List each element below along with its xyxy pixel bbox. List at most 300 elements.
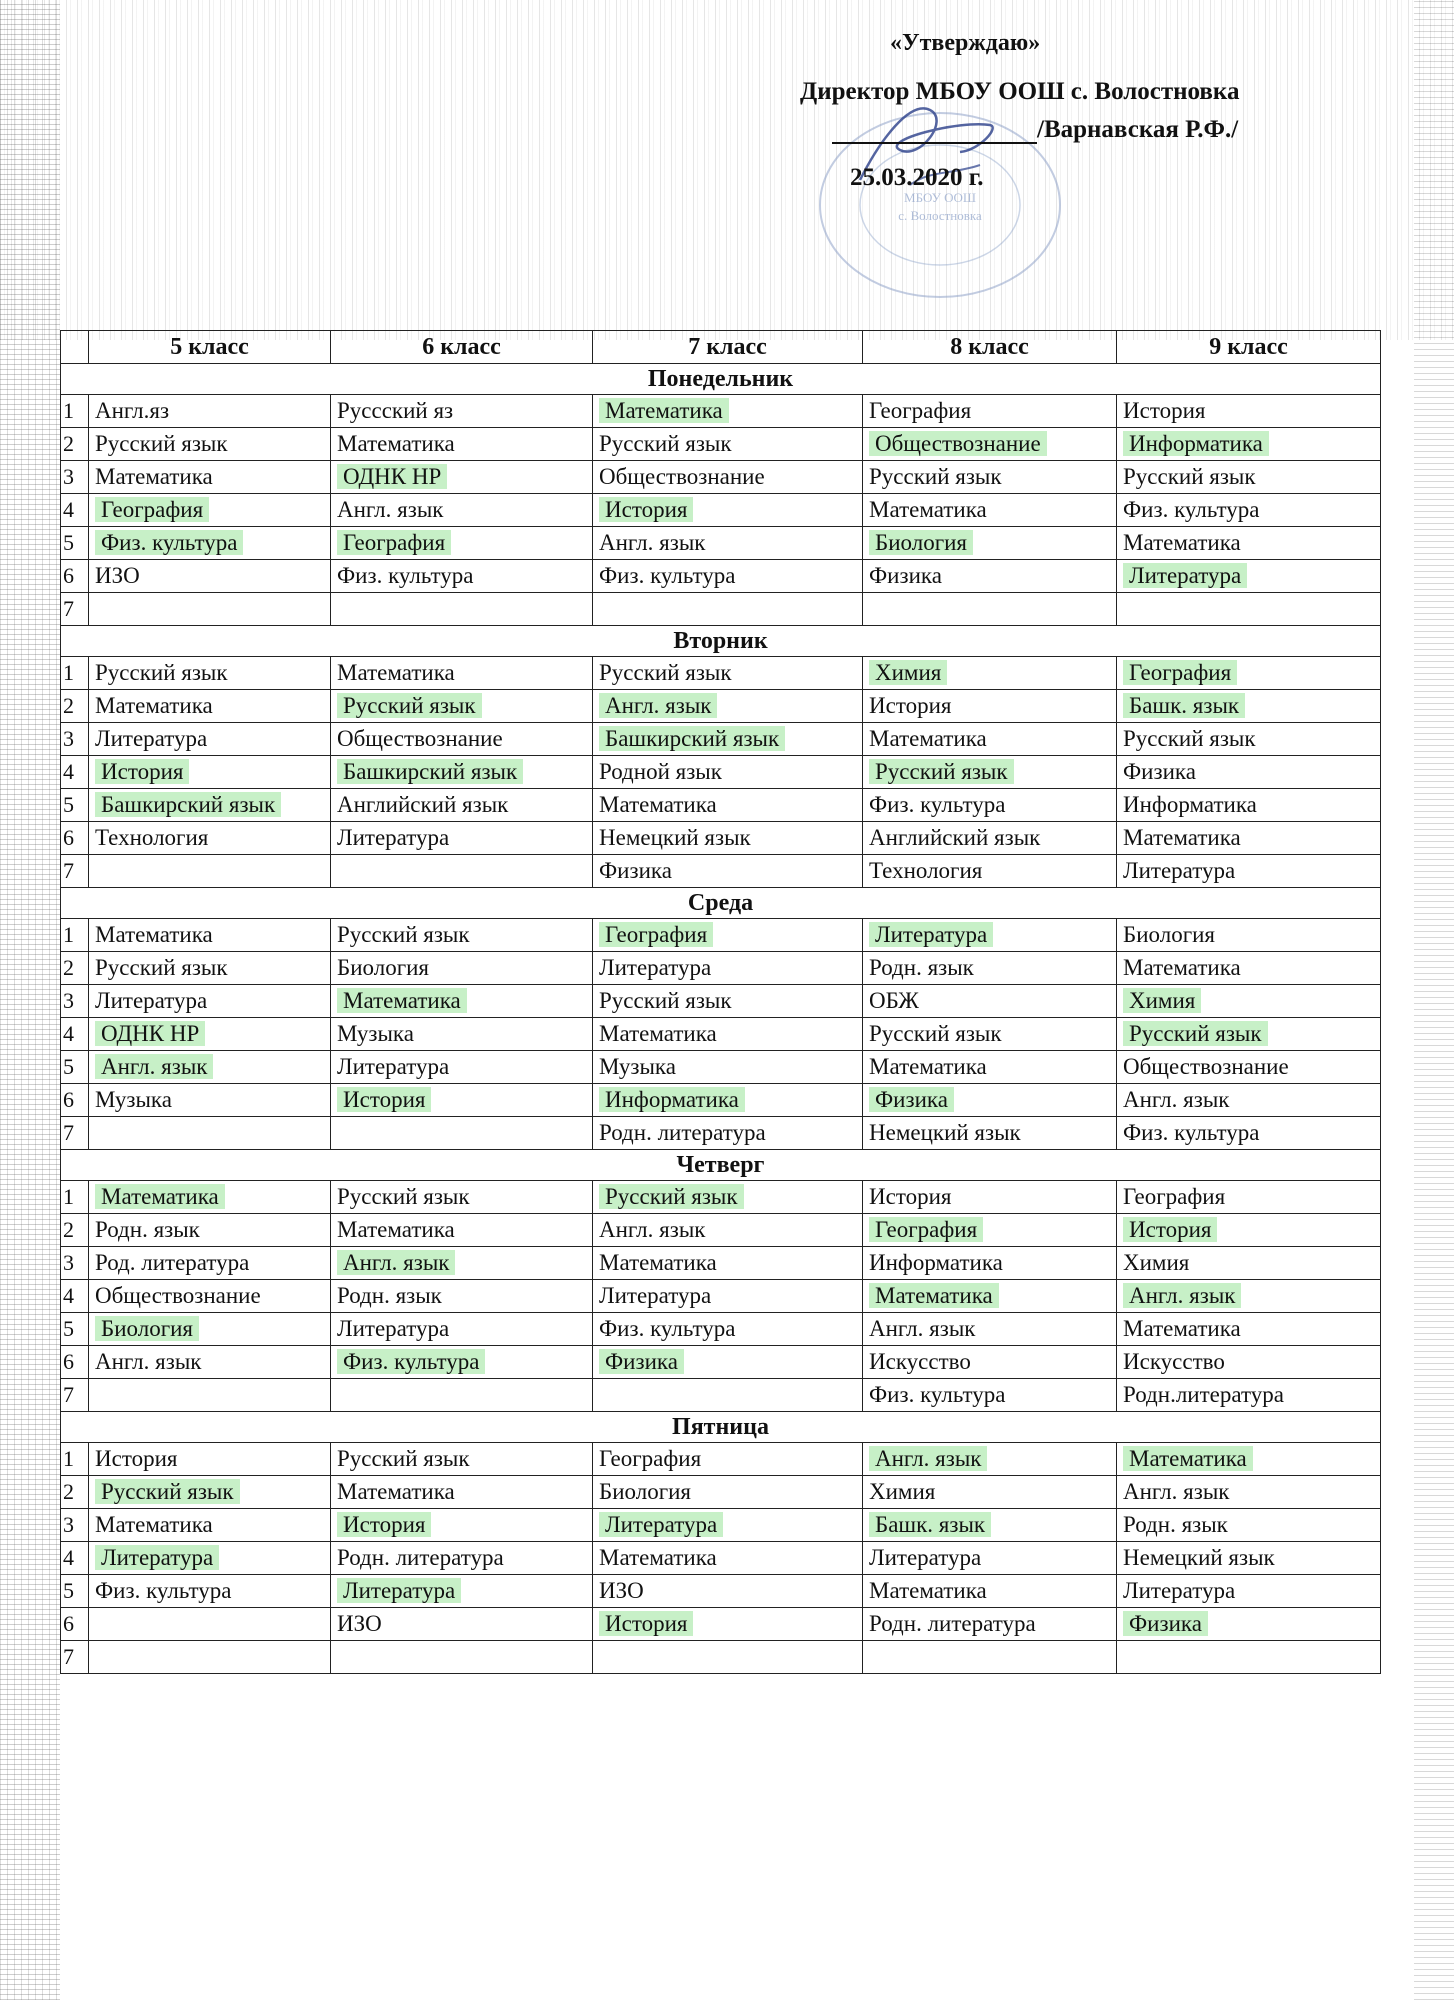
lesson-row	[61, 1018, 1381, 1051]
lesson-cell	[331, 593, 593, 626]
subject-name: Музыка	[337, 1021, 414, 1046]
lesson-cell	[593, 1247, 863, 1280]
day-header-row	[61, 626, 1381, 657]
lesson-row	[61, 1476, 1381, 1509]
subject-name: Руссский яз	[337, 398, 454, 423]
lesson-cell	[1117, 593, 1381, 626]
subject-name: Обществознание	[869, 431, 1047, 456]
lesson-cell	[593, 494, 863, 527]
lesson-cell	[331, 1214, 593, 1247]
lesson-number: 4	[61, 756, 89, 789]
class-header: 5 класс	[89, 331, 331, 364]
subject-name: Физ. культура	[337, 563, 474, 588]
subject-name: Математика	[95, 922, 213, 947]
lesson-number: 2	[61, 690, 89, 723]
lesson-cell	[89, 1379, 331, 1412]
lesson-cell	[89, 952, 331, 985]
approve-heading: «Утверждаю»	[890, 30, 1041, 56]
lesson-cell	[331, 1476, 593, 1509]
subject-name: Математика	[1123, 955, 1241, 980]
lesson-cell	[331, 1346, 593, 1379]
lesson-cell	[331, 428, 593, 461]
subject-name: Математика	[95, 464, 213, 489]
lesson-cell	[593, 657, 863, 690]
subject-name: Математика	[337, 660, 455, 685]
lesson-cell	[331, 1181, 593, 1214]
subject-name: ИЗО	[337, 1611, 382, 1636]
subject-name: Математика	[1123, 1316, 1241, 1341]
lesson-cell	[331, 1247, 593, 1280]
subject-name: Информатика	[599, 1087, 745, 1112]
subject-name: Математика	[1123, 825, 1241, 850]
subject-name: Литература	[337, 825, 450, 850]
subject-name: Русский язык	[1123, 464, 1256, 489]
subject-name: Математика	[599, 1545, 717, 1570]
lesson-row	[61, 395, 1381, 428]
lesson-cell	[331, 395, 593, 428]
subject-name: Искусство	[869, 1349, 971, 1374]
subject-name: Технология	[95, 825, 209, 850]
lesson-cell	[593, 1346, 863, 1379]
scan-noise-right	[1414, 0, 1454, 2000]
subject-name: Физ. культура	[1123, 497, 1260, 522]
lesson-cell	[863, 1608, 1117, 1641]
subject-name: История	[95, 1446, 178, 1471]
lesson-cell	[593, 1313, 863, 1346]
day-name: Пятница	[61, 1412, 1381, 1443]
subject-name: Немецкий язык	[599, 825, 751, 850]
lesson-cell	[593, 395, 863, 428]
lesson-cell	[1117, 1509, 1381, 1542]
lesson-cell	[593, 919, 863, 952]
lesson-cell	[1117, 1018, 1381, 1051]
lesson-number: 7	[61, 1379, 89, 1412]
lesson-number: 4	[61, 1018, 89, 1051]
lesson-cell	[331, 1509, 593, 1542]
lesson-row	[61, 1181, 1381, 1214]
lesson-cell	[863, 657, 1117, 690]
lesson-cell	[331, 690, 593, 723]
subject-name: Англ. язык	[1123, 1087, 1230, 1112]
subject-name: Башк. язык	[1123, 693, 1245, 718]
lesson-cell	[593, 1575, 863, 1608]
lesson-cell	[331, 1280, 593, 1313]
subject-name: Информатика	[869, 1250, 1003, 1275]
day-name: Понедельник	[61, 364, 1381, 395]
subject-name: Математика	[337, 1217, 455, 1242]
subject-name: Математика	[869, 497, 987, 522]
subject-name: ИЗО	[599, 1578, 644, 1603]
lesson-cell	[331, 1641, 593, 1674]
lesson-cell	[863, 1181, 1117, 1214]
lesson-cell	[863, 1476, 1117, 1509]
subject-name: Литература	[869, 1545, 982, 1570]
lesson-cell	[593, 952, 863, 985]
lesson-number: 5	[61, 1575, 89, 1608]
subject-name: Обществознание	[337, 726, 503, 751]
subject-name: Биология	[869, 530, 973, 555]
subject-name: География	[599, 922, 713, 947]
lesson-number: 6	[61, 1608, 89, 1641]
lesson-number: 4	[61, 1280, 89, 1313]
lesson-cell	[89, 1542, 331, 1575]
lesson-cell	[593, 1018, 863, 1051]
corner-cell	[61, 331, 89, 364]
lesson-row	[61, 560, 1381, 593]
lesson-cell	[863, 1117, 1117, 1150]
subject-name: История	[869, 693, 952, 718]
lesson-number: 4	[61, 494, 89, 527]
class-header: 9 класс	[1117, 331, 1381, 364]
lesson-cell	[863, 985, 1117, 1018]
lesson-cell	[1117, 560, 1381, 593]
lesson-cell	[331, 919, 593, 952]
lesson-number: 1	[61, 657, 89, 690]
lesson-cell	[593, 593, 863, 626]
lesson-cell	[1117, 1476, 1381, 1509]
subject-name: Русский язык	[95, 431, 228, 456]
subject-name: Биология	[1123, 922, 1216, 947]
subject-name: Литература	[337, 1054, 450, 1079]
subject-name: Литература	[869, 922, 993, 947]
scan-noise-left	[0, 0, 60, 2000]
subject-name: Башк. язык	[869, 1512, 991, 1537]
lesson-cell	[863, 395, 1117, 428]
lesson-cell	[331, 1608, 593, 1641]
subject-name: Родн. литература	[337, 1545, 504, 1570]
lesson-cell	[89, 395, 331, 428]
schedule-table	[60, 330, 1381, 1674]
lesson-cell	[1117, 1641, 1381, 1674]
lesson-cell	[331, 1575, 593, 1608]
lesson-cell	[331, 657, 593, 690]
class-header: 7 класс	[593, 331, 863, 364]
lesson-cell	[1117, 1443, 1381, 1476]
subject-name: Литература	[337, 1316, 450, 1341]
day-name: Вторник	[61, 626, 1381, 657]
lesson-cell	[1117, 1346, 1381, 1379]
subject-name: ИЗО	[95, 563, 140, 588]
subject-name: Литература	[95, 1545, 219, 1570]
subject-name: Обществознание	[95, 1283, 261, 1308]
lesson-cell	[863, 428, 1117, 461]
director-title: Директор МБОУ ООШ с. Волостновка	[800, 78, 1240, 105]
subject-name: Родной язык	[599, 759, 722, 784]
subject-name: Математика	[337, 1479, 455, 1504]
lesson-cell	[1117, 1280, 1381, 1313]
lesson-number: 7	[61, 1641, 89, 1674]
lesson-cell	[593, 1443, 863, 1476]
lesson-cell	[863, 1313, 1117, 1346]
subject-name: Обществознание	[599, 464, 765, 489]
subject-name: ОБЖ	[869, 988, 919, 1013]
lesson-cell	[1117, 1313, 1381, 1346]
subject-name: Англ. язык	[337, 1250, 455, 1275]
lesson-number: 2	[61, 1476, 89, 1509]
lesson-number: 1	[61, 395, 89, 428]
lesson-cell	[331, 985, 593, 1018]
lesson-cell	[863, 1214, 1117, 1247]
subject-name: История	[869, 1184, 952, 1209]
subject-name: Русский язык	[1123, 726, 1256, 751]
subject-name: Родн. язык	[337, 1283, 442, 1308]
lesson-cell	[89, 1214, 331, 1247]
lesson-cell	[863, 461, 1117, 494]
lesson-row	[61, 723, 1381, 756]
class-header: 8 класс	[863, 331, 1117, 364]
subject-name: Английский язык	[869, 825, 1041, 850]
subject-name: Русский язык	[337, 1446, 470, 1471]
subject-name: Физ. культура	[869, 1382, 1006, 1407]
subject-name: Литература	[1123, 1578, 1236, 1603]
subject-name: География	[337, 530, 451, 555]
class-header: 6 класс	[331, 331, 593, 364]
lesson-cell	[1117, 822, 1381, 855]
signature-blank	[832, 120, 1037, 144]
day-header-row	[61, 364, 1381, 395]
subject-name: География	[95, 497, 209, 522]
lesson-cell	[89, 494, 331, 527]
subject-name: Физика	[599, 858, 672, 883]
subject-name: Русский язык	[1123, 1021, 1268, 1046]
subject-name: Химия	[1123, 988, 1201, 1013]
lesson-cell	[89, 1509, 331, 1542]
lesson-number: 3	[61, 461, 89, 494]
lesson-number: 3	[61, 1509, 89, 1542]
subject-name: Математика	[599, 792, 717, 817]
lesson-number: 6	[61, 1346, 89, 1379]
lesson-cell	[1117, 723, 1381, 756]
lesson-cell	[593, 756, 863, 789]
lesson-cell	[863, 1051, 1117, 1084]
subject-name: Русский язык	[599, 660, 732, 685]
lesson-number: 5	[61, 1313, 89, 1346]
subject-name: История	[599, 1611, 693, 1636]
lesson-cell	[593, 1051, 863, 1084]
lesson-row	[61, 593, 1381, 626]
lesson-number: 2	[61, 428, 89, 461]
lesson-cell	[1117, 855, 1381, 888]
lesson-row	[61, 855, 1381, 888]
lesson-cell	[593, 1476, 863, 1509]
lesson-cell	[331, 723, 593, 756]
subject-name: Математика	[599, 1250, 717, 1275]
subject-name: Русский язык	[337, 693, 482, 718]
lesson-cell	[1117, 1379, 1381, 1412]
lesson-cell	[331, 756, 593, 789]
lesson-cell	[863, 952, 1117, 985]
subject-name: Англ.яз	[95, 398, 170, 423]
subject-name: Родн. литература	[869, 1611, 1036, 1636]
lesson-cell	[593, 1214, 863, 1247]
lesson-cell	[1117, 1117, 1381, 1150]
subject-name: Физ. культура	[95, 1578, 232, 1603]
subject-name: История	[337, 1512, 431, 1537]
subject-name: История	[599, 497, 693, 522]
subject-name: Род. литература	[95, 1250, 250, 1275]
lesson-number: 6	[61, 1084, 89, 1117]
lesson-cell	[89, 789, 331, 822]
lesson-row	[61, 1641, 1381, 1674]
subject-name: ОДНК НР	[95, 1021, 205, 1046]
subject-name: Башкирский язык	[95, 792, 281, 817]
subject-name: Искусство	[1123, 1349, 1225, 1374]
subject-name: Литература	[599, 1512, 723, 1537]
subject-name: Русский язык	[599, 1184, 744, 1209]
subject-name: Башкирский язык	[337, 759, 523, 784]
lesson-cell	[593, 1084, 863, 1117]
lesson-cell	[331, 1542, 593, 1575]
lesson-cell	[331, 494, 593, 527]
subject-name: Математика	[337, 431, 455, 456]
lesson-row	[61, 1313, 1381, 1346]
subject-name: География	[869, 398, 972, 423]
lesson-cell	[1117, 657, 1381, 690]
lesson-cell	[331, 1117, 593, 1150]
lesson-cell	[593, 1181, 863, 1214]
subject-name: Математика	[599, 1021, 717, 1046]
subject-name: Математика	[1123, 530, 1241, 555]
subject-name: Математика	[599, 398, 729, 423]
lesson-number: 7	[61, 593, 89, 626]
subject-name: Химия	[869, 660, 947, 685]
subject-name: Литература	[1123, 563, 1247, 588]
subject-name: Русский язык	[869, 1021, 1002, 1046]
lesson-cell	[863, 690, 1117, 723]
subject-name: Англ. язык	[599, 693, 717, 718]
lesson-cell	[331, 560, 593, 593]
lesson-number: 5	[61, 1051, 89, 1084]
lesson-cell	[89, 723, 331, 756]
lesson-row	[61, 690, 1381, 723]
subject-name: Химия	[1123, 1250, 1190, 1275]
lesson-cell	[593, 789, 863, 822]
subject-name: Английский язык	[337, 792, 509, 817]
subject-name: ОДНК НР	[337, 464, 447, 489]
lesson-row	[61, 1443, 1381, 1476]
lesson-cell	[89, 919, 331, 952]
subject-name: Информатика	[1123, 431, 1269, 456]
lesson-cell	[1117, 1214, 1381, 1247]
lesson-row	[61, 428, 1381, 461]
subject-name: Русский язык	[337, 1184, 470, 1209]
lesson-cell	[1117, 1608, 1381, 1641]
subject-name: Биология	[599, 1479, 692, 1504]
subject-name: История	[95, 759, 189, 784]
lesson-cell	[1117, 395, 1381, 428]
subject-name: Математика	[869, 1283, 999, 1308]
lesson-cell	[1117, 985, 1381, 1018]
subject-name: Физика	[869, 1087, 954, 1112]
subject-name: Математика	[95, 1512, 213, 1537]
subject-name: Физика	[599, 1349, 684, 1374]
lesson-cell	[89, 1018, 331, 1051]
lesson-cell	[863, 1346, 1117, 1379]
lesson-cell	[593, 428, 863, 461]
lesson-cell	[1117, 461, 1381, 494]
lesson-cell	[1117, 428, 1381, 461]
lesson-cell	[593, 1641, 863, 1674]
lesson-cell	[863, 756, 1117, 789]
subject-name: Англ. язык	[869, 1316, 976, 1341]
lesson-row	[61, 1117, 1381, 1150]
lesson-row	[61, 1346, 1381, 1379]
lesson-cell	[89, 690, 331, 723]
lesson-cell	[1117, 1181, 1381, 1214]
subject-name: Математика	[95, 693, 213, 718]
day-header-row	[61, 888, 1381, 919]
subject-name: Физ. культура	[95, 530, 243, 555]
lesson-cell	[863, 1018, 1117, 1051]
lesson-cell	[89, 1280, 331, 1313]
lesson-number: 7	[61, 1117, 89, 1150]
lesson-row	[61, 527, 1381, 560]
lesson-cell	[863, 494, 1117, 527]
subject-name: Математика	[337, 988, 467, 1013]
lesson-cell	[1117, 527, 1381, 560]
day-name: Среда	[61, 888, 1381, 919]
subject-name: Англ. язык	[95, 1054, 213, 1079]
lesson-cell	[593, 1117, 863, 1150]
subject-name: Биология	[95, 1316, 199, 1341]
subject-name: Родн.литература	[1123, 1382, 1284, 1407]
subject-name: Литература	[1123, 858, 1236, 883]
lesson-cell	[89, 1084, 331, 1117]
subject-name: География	[869, 1217, 983, 1242]
lesson-cell	[331, 461, 593, 494]
lesson-cell	[863, 1247, 1117, 1280]
subject-name: Русский язык	[95, 1479, 240, 1504]
lesson-cell	[331, 527, 593, 560]
lesson-cell	[89, 560, 331, 593]
lesson-cell	[593, 1379, 863, 1412]
lesson-cell	[863, 1575, 1117, 1608]
subject-name: Русский язык	[599, 988, 732, 1013]
lesson-cell	[89, 1181, 331, 1214]
lesson-number: 4	[61, 1542, 89, 1575]
subject-name: Литература	[95, 726, 208, 751]
lesson-cell	[863, 527, 1117, 560]
subject-name: Англ. язык	[1123, 1283, 1241, 1308]
lesson-cell	[331, 1379, 593, 1412]
approval-date: 25.03.2020 г.	[850, 164, 984, 191]
subject-name: Физ. культура	[1123, 1120, 1260, 1145]
lesson-number: 5	[61, 527, 89, 560]
director-name: /Варнавская Р.Ф./	[1037, 116, 1239, 143]
lesson-number: 6	[61, 822, 89, 855]
lesson-cell	[1117, 1575, 1381, 1608]
lesson-cell	[863, 789, 1117, 822]
subject-name: Математика	[95, 1184, 225, 1209]
lesson-cell	[593, 1509, 863, 1542]
lesson-cell	[593, 1280, 863, 1313]
lesson-cell	[863, 1542, 1117, 1575]
subject-name: Математика	[1123, 1446, 1253, 1471]
lesson-cell	[863, 1084, 1117, 1117]
lesson-number: 1	[61, 1181, 89, 1214]
lesson-cell	[863, 723, 1117, 756]
lesson-cell	[89, 1051, 331, 1084]
lesson-row	[61, 1509, 1381, 1542]
subject-name: История	[337, 1087, 431, 1112]
subject-name: Математика	[869, 1054, 987, 1079]
subject-name: Биология	[337, 955, 430, 980]
lesson-cell	[89, 822, 331, 855]
seal-text-line-1: МБОУ ООШ	[904, 190, 976, 205]
subject-name: Литература	[599, 955, 712, 980]
lesson-cell	[863, 560, 1117, 593]
day-header-row	[61, 1412, 1381, 1443]
